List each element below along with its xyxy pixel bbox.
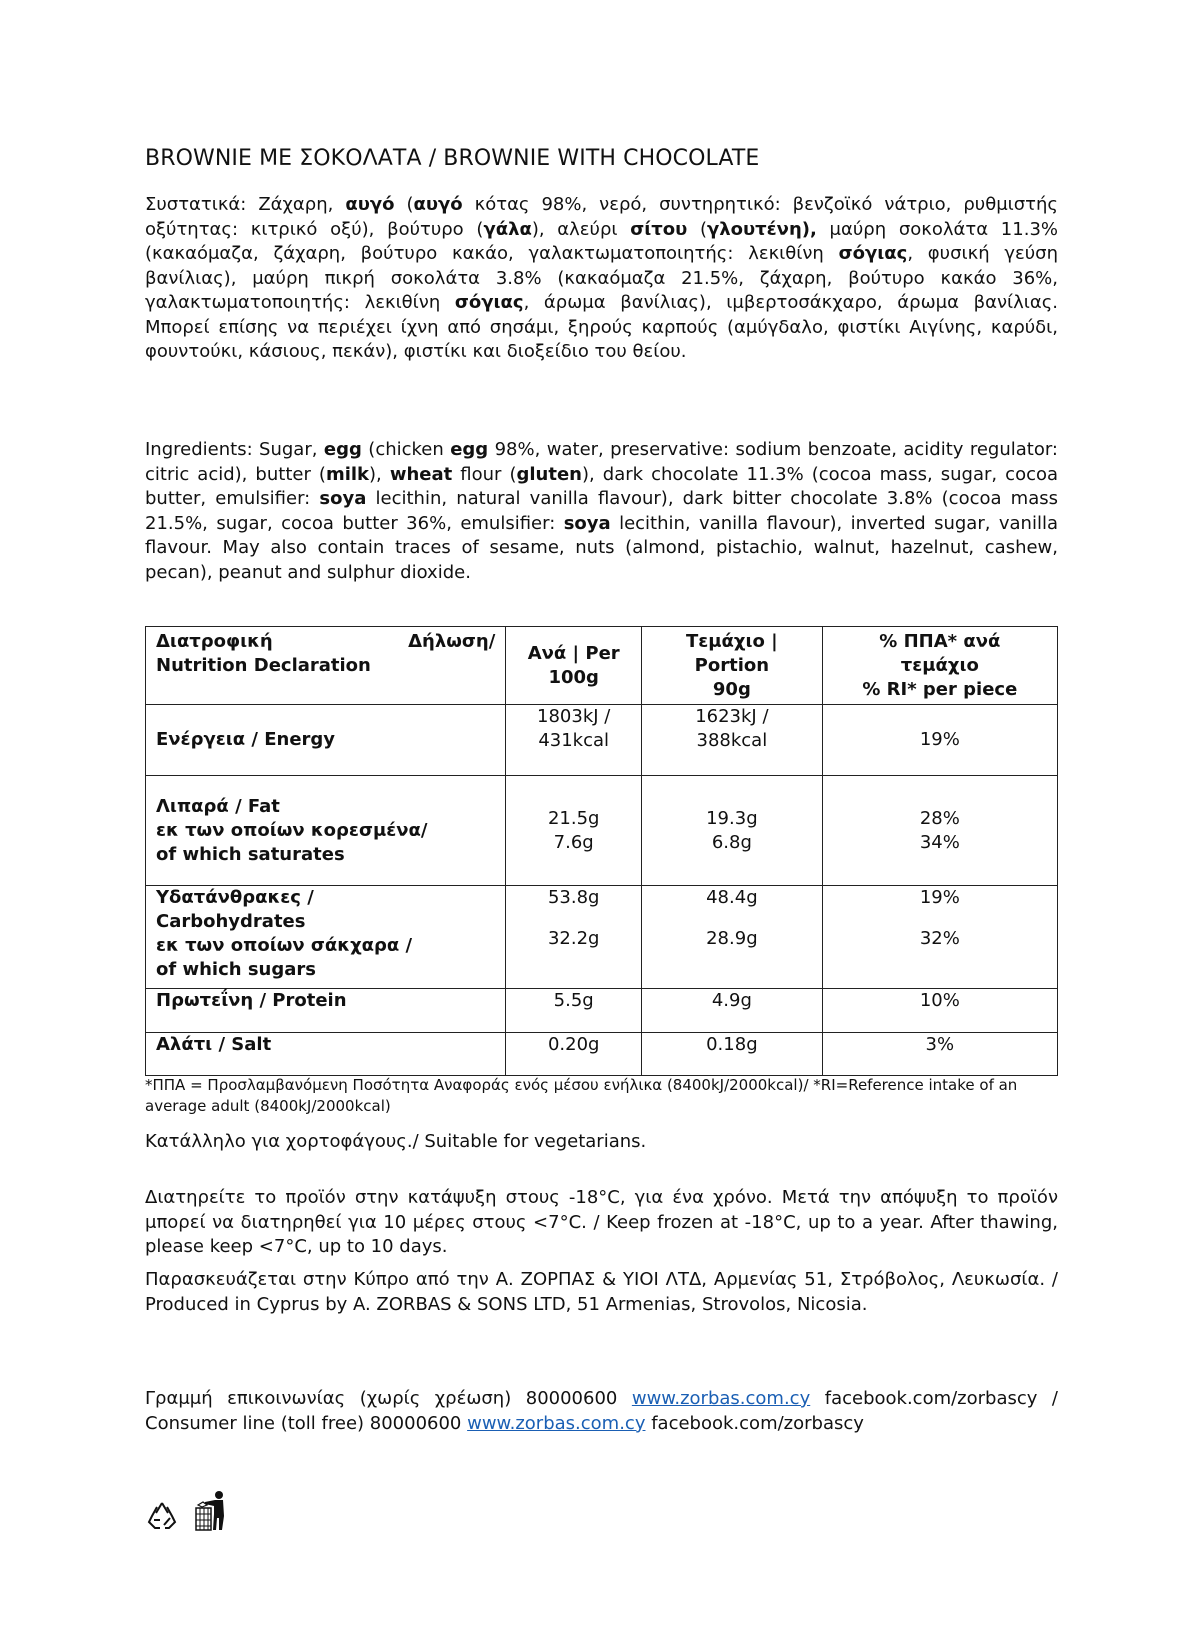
- storage-instructions: Διατηρείτε το προϊόν στην κατάψυξη στους -18°C, για ένα χρόνο. Μετά την απόψυξη το προϊόν μπορεί να διατηρηθεί για 10 μέρες στους <7°C. / Keep frozen at -18°C, up to a year. After thawing, please keep <7°C, up to 10 days.: [145, 1187, 1058, 1257]
- producer-info: Παρασκευάζεται στην Κύπρο από την Α. ΖΟΡΠΑΣ & ΥΙΟΙ ΛΤΔ, Αρμενίας 51, Στρόβολος, Λευκωσία. / Produced in Cyprus by A. ZORBAS & SONS LTD, 51 Armenias, Strovolos, Nicosia.: [145, 1269, 1058, 1315]
- nutrient-label: Αλάτι / Salt: [146, 1033, 506, 1076]
- header-portion: Τεμάχιο | Portion 90g: [642, 627, 823, 705]
- nutrition-row: [146, 776, 1058, 886]
- website-link-1[interactable]: www.zorbas.com.cy: [631, 1388, 811, 1409]
- recycle-icon: [145, 1500, 179, 1532]
- header-per-100g: Ανά | Per 100g: [506, 627, 642, 705]
- nutrition-header-row: [146, 627, 1058, 705]
- nutrient-label: Πρωτεΐνη / Protein: [146, 989, 506, 1033]
- value-per-100g: 1803kJ / 431kcal: [506, 705, 642, 776]
- nutrition-row: [146, 1033, 1058, 1076]
- value-ri-percent: 10%: [822, 989, 1057, 1033]
- nutrient-label: Λιπαρά / Fat εκ των οποίων κορεσμένα/ of which saturates: [146, 776, 506, 886]
- header-ri-per-piece: % ΠΠΑ* ανά τεμάχιο % RI* per piece: [822, 627, 1057, 705]
- vegetarian-note: Κατάλληλο για χορτοφάγους./ Suitable for vegetarians.: [145, 1131, 647, 1152]
- value-per-100g: 5.5g: [506, 989, 642, 1033]
- tidyman-bin-icon: [193, 1490, 227, 1532]
- nutrition-row: [146, 989, 1058, 1033]
- value-per-portion: 1623kJ / 388kcal: [642, 705, 823, 776]
- value-per-portion: 19.3g 6.8g: [642, 776, 823, 886]
- nutrient-label: Ενέργεια / Energy: [146, 705, 506, 776]
- product-title: BROWNIE ΜΕ ΣΟΚΟΛΑΤΑ / BROWNIE WITH CHOCOLATE: [145, 146, 760, 171]
- ri-footnote: *ΠΠΑ = Προσλαμβανόμενη Ποσότητα Αναφοράς ενός μέσου ενήλικα (8400kJ/2000kcal)/ *RI=Reference intake of an average adult (8400kJ/2000kcal): [145, 1076, 1018, 1115]
- website-link-2[interactable]: www.zorbas.com.cy: [467, 1412, 646, 1434]
- nutrition-body: [146, 705, 1058, 1076]
- nutrition-row: [146, 886, 1058, 989]
- value-ri-percent: 28% 34%: [822, 776, 1057, 886]
- value-per-portion: 0.18g: [642, 1033, 823, 1076]
- nutrient-label: Υδατάνθρακες / Carbohydrates εκ των οποίων σάκχαρα / of which sugars: [146, 886, 506, 989]
- english-ingredients: Ingredients: Sugar, egg (chicken egg 98%, water, preservative: sodium benzoate, acidity regulator: citric acid), butter (milk), wheat flour (gluten), dark chocolate 11.3% (cocoa mass, sugar, cocoa butter, emulsifier: soya lecithin, natural vanilla flavour), dark bitter chocolate 3.8% (cocoa mass 21.5%, sugar, cocoa butter 36%, emulsifier: soya lecithin, vanilla flavour), inverted sugar, vanilla flavour. May also contain traces of sesame, nuts (almond, pistachio, walnut, hazelnut, cashew, pecan), peanut and sulphur dioxide.: [145, 439, 1059, 583]
- value-ri-percent: 3%: [822, 1033, 1057, 1076]
- value-per-100g: 0.20g: [506, 1033, 642, 1076]
- value-per-portion: 48.4g 28.9g: [642, 886, 823, 989]
- nutrition-table: [145, 626, 1058, 1076]
- value-ri-percent: 19%: [822, 705, 1057, 776]
- value-per-portion: 4.9g: [642, 989, 823, 1033]
- greek-ingredients: Συστατικά: Ζάχαρη, αυγό (αυγό κότας 98%, νερό, συντηρητικό: βενζοϊκό νάτριο, ρυθμιστής οξύτητας: κιτρικό οξύ), βούτυρο (γάλα), αλεύρι σίτου (γλουτένη), μαύρη σοκολάτα 11.3% (κακαόμαζα, ζάχαρη, βούτυρο κακάο, γαλακτωματοποιητής: λεκιθίνη σόγιας, φυσική γεύση βανίλιας), μαύρη πικρή σοκολάτα 3.8% (κακαόμαζα 21.5%, ζάχαρη, βούτυρο κακάο 36%, γαλακτωματοποιητής: λεκιθίνη σόγιας, άρωμα βανίλιας), ιμβερτοσάκχαρο, άρωμα βανίλιας. Μπορεί επίσης να περιέχει ίχνη από σησάμι, ξηρούς καρπούς (αμύγδαλο, φιστίκι Αιγίνης, καρύδι, φουντούκι, κάσιους, πεκάν), φιστίκι και διοξείδιο του θείου.: [145, 194, 1058, 362]
- disposal-icons: [145, 1490, 227, 1532]
- header-nutrition-declaration: Διατροφική Δήλωση/ Nutrition Declaration: [146, 627, 506, 705]
- nutrition-row: [146, 705, 1058, 776]
- value-per-100g: 53.8g 32.2g: [506, 886, 642, 989]
- contact-info: Γραμμή επικοινωνίας (χωρίς χρέωση) 80000600 www.zorbas.com.cy facebook.com/zorbascy / Consumer line (toll free) 80000600 www.zorbas.com.cy facebook.com/zorbascy: [145, 1388, 1058, 1434]
- value-per-100g: 21.5g 7.6g: [506, 776, 642, 886]
- value-ri-percent: 19% 32%: [822, 886, 1057, 989]
